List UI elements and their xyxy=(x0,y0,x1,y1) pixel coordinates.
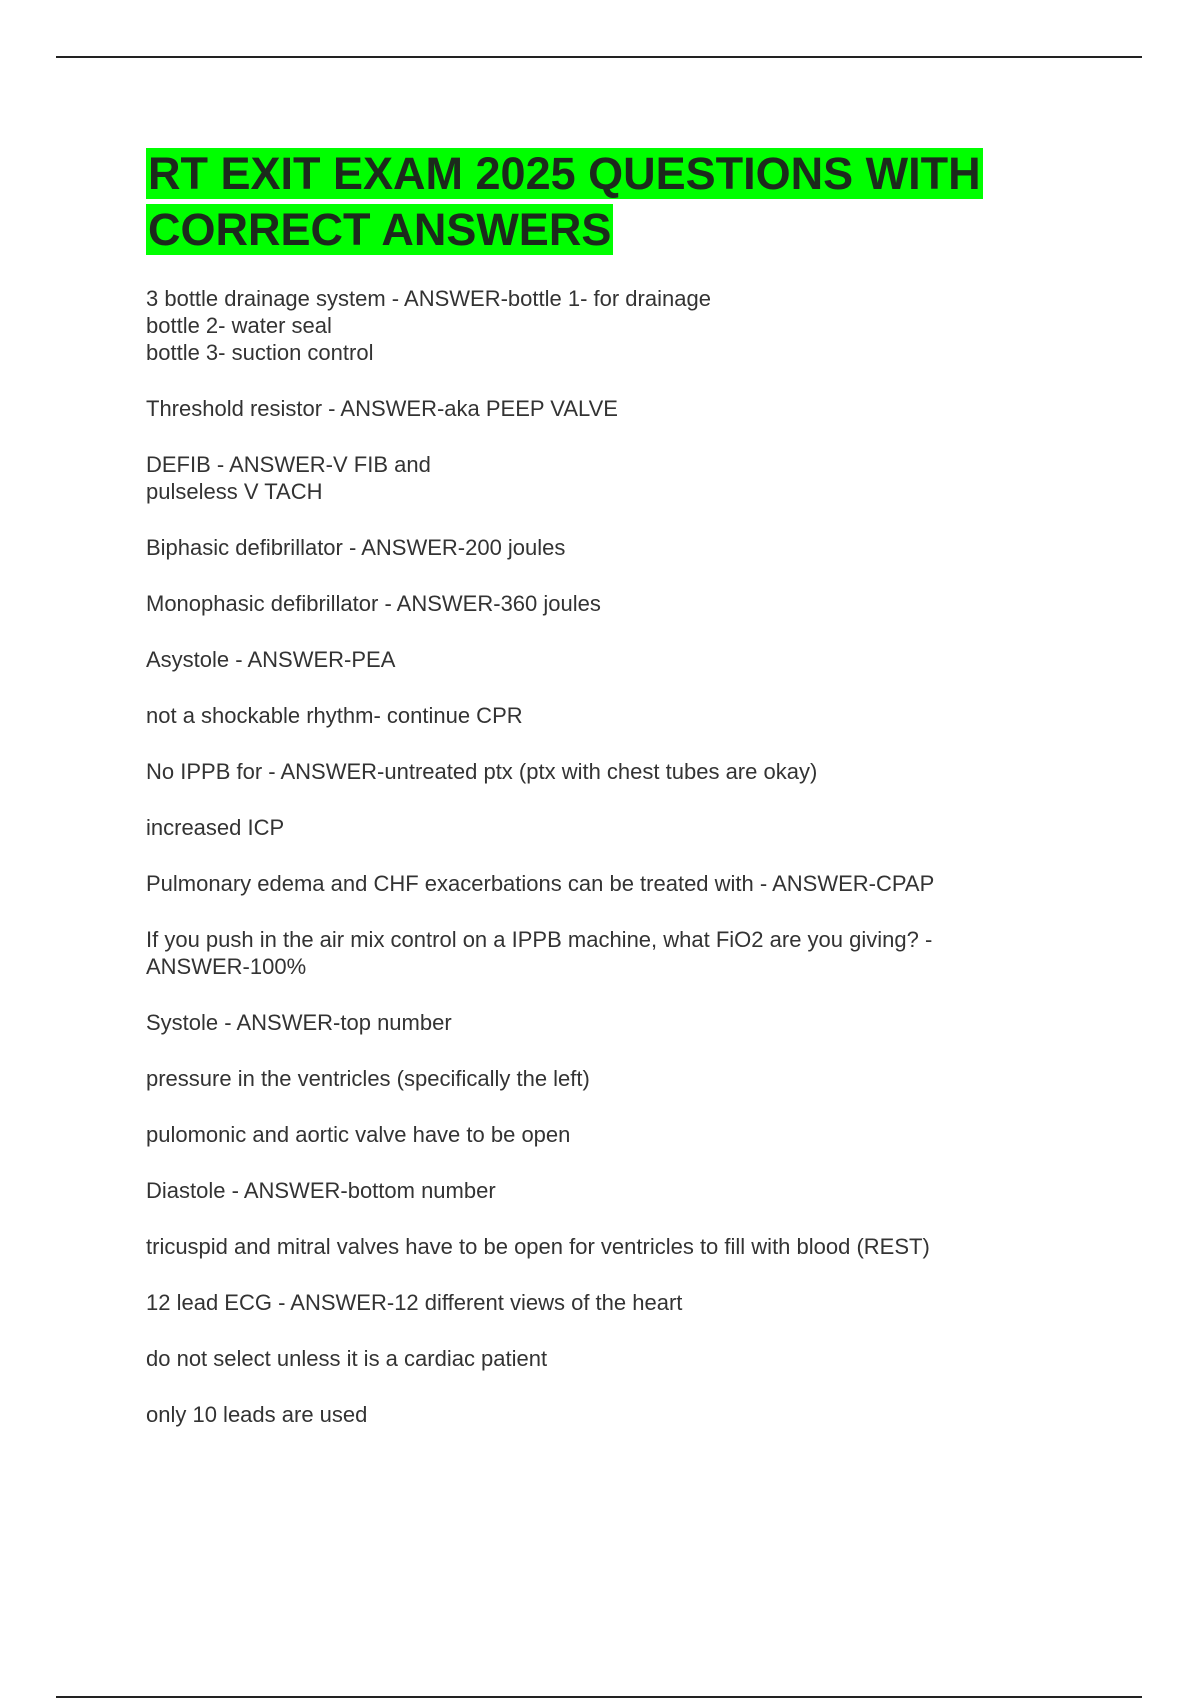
qa-entry: Systole - ANSWER-top number xyxy=(146,1010,452,1035)
footer-rule xyxy=(56,1696,1142,1698)
qa-entry: Diastole - ANSWER-bottom number xyxy=(146,1178,496,1203)
qa-entry: only 10 leads are used xyxy=(146,1402,368,1427)
qa-entry: No IPPB for - ANSWER-untreated ptx (ptx with chest tubes are okay) xyxy=(146,759,818,784)
qa-entry: DEFIB - ANSWER-V FIB and pulseless V TACH xyxy=(146,452,431,504)
qa-entry: Threshold resistor - ANSWER-aka PEEP VALVE xyxy=(146,396,618,421)
qa-entry: Biphasic defibrillator - ANSWER-200 joules xyxy=(146,535,566,560)
qa-entry: Asystole - ANSWER-PEA xyxy=(146,647,396,672)
qa-entry: 3 bottle drainage system - ANSWER-bottle 1- for drainage bottle 2- water seal bottle 3- suction control xyxy=(146,286,711,365)
qa-entry: increased ICP xyxy=(146,815,285,840)
qa-entry: Pulmonary edema and CHF exacerbations can be treated with - ANSWER-CPAP xyxy=(146,871,935,896)
qa-entry: tricuspid and mitral valves have to be open for ventricles to fill with blood (REST) xyxy=(146,1234,930,1259)
qa-entry: If you push in the air mix control on a IPPB machine, what FiO2 are you giving? - ANSWER-100% xyxy=(146,927,933,979)
qa-entry: pressure in the ventricles (specifically the left) xyxy=(146,1066,590,1091)
document-title xyxy=(146,146,1106,258)
title-line-1: RT EXIT EXAM 2025 QUESTIONS WITH xyxy=(148,148,981,199)
qa-entry: do not select unless it is a cardiac patient xyxy=(146,1346,548,1371)
qa-entry: pulomonic and aortic valve have to be open xyxy=(146,1122,571,1147)
qa-entry: Monophasic defibrillator - ANSWER-360 joules xyxy=(146,591,601,616)
qa-list xyxy=(146,285,1086,1457)
qa-entry: 12 lead ECG - ANSWER-12 different views of the heart xyxy=(146,1290,683,1315)
qa-entry: not a shockable rhythm- continue CPR xyxy=(146,703,523,728)
title-line-2: CORRECT ANSWERS xyxy=(148,204,612,255)
header-rule xyxy=(56,56,1142,58)
